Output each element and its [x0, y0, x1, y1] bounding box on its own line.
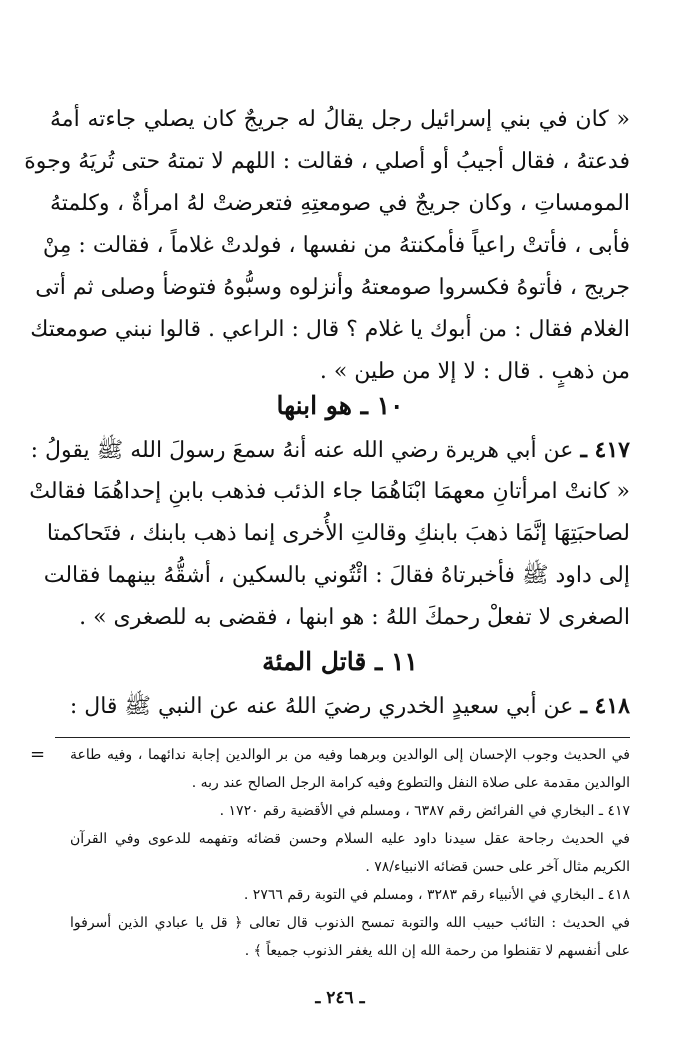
text-line: إلى داود ﷺ فأخبرتاهُ فقالَ : ائْتُوني بالسكين ، أشقُّهُ بينهما فقالت [43, 563, 630, 588]
text-line [70, 686, 630, 726]
section-heading: ١٠ ـ هو ابنها [276, 391, 404, 420]
footnote-line: في الحديث وجوب الإحسان إلى الوالدين وبرهما وفيه من بر الوالدين إجابة ندائهما ، وفيه طاعة [70, 747, 631, 763]
continuation-marker: = [30, 744, 46, 765]
text-line: لصاحبَتِهَا إنَّمَا ذهبَ بابنكِ وقالتِ الأُخرى إنما ذهب بابنك ، فتَحاكمتا [46, 521, 630, 546]
footnote-line: الوالدين مقدمة على صلاة النفل والتطوع وفيه كرامة الرجل الصالح عند ربه . [191, 775, 630, 791]
text-line: فأبى ، فأتتْ راعياً فأمكنتهُ من نفسها ، فولدتْ غلاماً ، فقالت : مِنْ [42, 233, 630, 258]
text-line: الغلام فقال : من أبوك يا غلام ؟ قال : الراعي . قالوا نبني صومعتك [30, 317, 630, 342]
text-line: من ذهبٍ . قال : لا إلا من طين » . [319, 359, 630, 384]
hadith-text: عن أبي سعيدٍ الخدري رضيَ اللهُ عنه عن النبي ﷺ قال : [69, 694, 574, 719]
text-line: المومساتِ ، وكان جريجٌ في صومعتِهِ فتعرضتْ لهُ امرأةٌ ، وكلمتهُ [50, 191, 630, 216]
text-line: فدعتهُ ، فقال أجيبُ أو أصلي ، فقالت : اللهم لا تمتهُ حتى تُريَهُ وجوهَ [24, 149, 630, 174]
footnote-line: الكريم مثال آخر على حسن قضائه الانبياء/٧٨ . [365, 859, 630, 875]
text-line: « كانتْ امرأتانِ معهمَا ابْنَاهُمَا جاء الذئب فذهب بابنِ إحداهُمَا فقالتْ [29, 479, 630, 504]
footnote-line: في الحديث رجاحة عقل سيدنا داود عليه السلام وحسن قضائه وتفهمه للدعوى وفي القرآن [70, 831, 630, 847]
text-line: « كان في بني إسرائيل رجل يقالُ له جريجٌ كان يصلي جاءته أمهُ [50, 107, 630, 132]
hadith-number: ٤١٧ ـ [580, 437, 630, 463]
hadith-number: ٤١٨ ـ [580, 693, 630, 719]
footnote-separator [55, 737, 630, 738]
text-line: الصغرى لا تفعلْ رحمكَ اللهُ : هو ابنها ، فقضى به للصغرى » . [79, 605, 630, 630]
section-heading: ١١ ـ قاتل المئة [262, 647, 418, 676]
footnote-line: في الحديث : التائب حبيب الله والتوبة تمسح الذنوب قال تعالى ﴿ قل يا عبادي الذين أسرفوا [70, 915, 630, 931]
text-line: جريج ، فأتوهُ فكسروا صومعتهُ وأنزلوه وسبُّوهُ فتوضأ وصلى ثم أتى [35, 275, 630, 300]
footnote-source: ٤١٨ ـ البخاري في الأنبياء رقم ٣٢٨٣ ، ومسلم في التوبة رقم ٢٧٦٦ . [243, 887, 630, 903]
footnote-source: ٤١٧ ـ البخاري في الفرائض رقم ٦٣٨٧ ، ومسلم في الأقضية رقم ١٧٢٠ . [219, 803, 630, 819]
footnote-line: على أنفسهم لا تقنطوا من رحمة الله إن الله يغفر الذنوب جميعاً ﴾ . [244, 943, 630, 959]
footnotes [30, 742, 631, 972]
text-line [30, 430, 630, 470]
hadith-text: عن أبي هريرة رضي الله عنه أنهُ سمعَ رسولَ الله ﷺ يقولُ : [30, 438, 574, 463]
page-number: ـ ٢٤٦ ـ [315, 988, 365, 1008]
